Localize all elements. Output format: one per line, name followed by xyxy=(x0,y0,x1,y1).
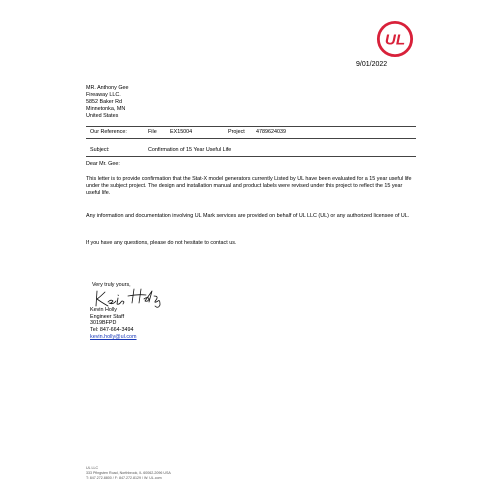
recipient-city: Minnetonka, MN xyxy=(86,105,126,112)
footer-company: UL LLC xyxy=(86,466,99,470)
signatory-email-link[interactable]: kevin.holly@ul.com xyxy=(90,333,137,340)
signatory-title: Engineer Staff xyxy=(90,313,125,320)
subject-bottom-rule xyxy=(86,156,416,157)
recipient-address xyxy=(86,85,129,120)
signatory-code: 3019BFPD xyxy=(90,320,117,327)
file-label: File xyxy=(148,129,157,135)
footer-address: 333 Pfingsten Road, Northbrook, IL 60062-2096 USA xyxy=(86,471,171,475)
reference-bottom-rule xyxy=(86,138,416,139)
footer-contact: T: 847.272.8800 / F: 847.272.8129 / W: UL.com xyxy=(86,476,162,480)
salutation: Dear Mr. Gee: xyxy=(86,161,120,167)
file-value: EX15004 xyxy=(170,129,193,135)
ul-logo-icon xyxy=(376,20,414,58)
subject-label: Subject: xyxy=(90,147,110,153)
recipient-name: MR. Anthony Gee xyxy=(86,85,129,91)
body-paragraph-3: If you have any questions, please do not hesitate to contact us. xyxy=(86,240,237,246)
closing: Very truly yours, xyxy=(92,282,131,288)
signatory-tel: Tel: 847-664-3494 xyxy=(90,327,134,334)
recipient-country: United States xyxy=(86,112,119,119)
recipient-street: 5852 Baker Rd xyxy=(86,98,122,105)
signatory-name: Kevin Holly xyxy=(90,307,117,313)
body-paragraph-2: Any information and documentation involving UL Mark services are provided on behalf of UL LLC (UL) or any authorized licensee of UL. xyxy=(86,213,410,219)
reference-top-rule xyxy=(86,126,416,127)
reference-label: Our Reference: xyxy=(90,129,127,135)
recipient-company: Fireaway LLC. xyxy=(86,91,121,98)
letter-date: 9/01/2022 xyxy=(356,61,388,68)
signature-block xyxy=(90,307,137,341)
body-paragraph-1: This letter is to provide confirmation that the Stat-X model generators currently Listed by UL have been evaluated for a 15 year useful life under the subject project. The design and installation manual and product labels were revised under this project to reflect the 15 year useful life. xyxy=(86,176,412,197)
svg-text:UL: UL xyxy=(384,31,406,49)
company-footer xyxy=(86,466,171,481)
project-label: Project xyxy=(228,129,245,135)
project-value: 4789624039 xyxy=(256,129,286,135)
handwritten-signature xyxy=(94,287,172,309)
subject-value: Confirmation of 15 Year Useful Life xyxy=(148,147,232,153)
